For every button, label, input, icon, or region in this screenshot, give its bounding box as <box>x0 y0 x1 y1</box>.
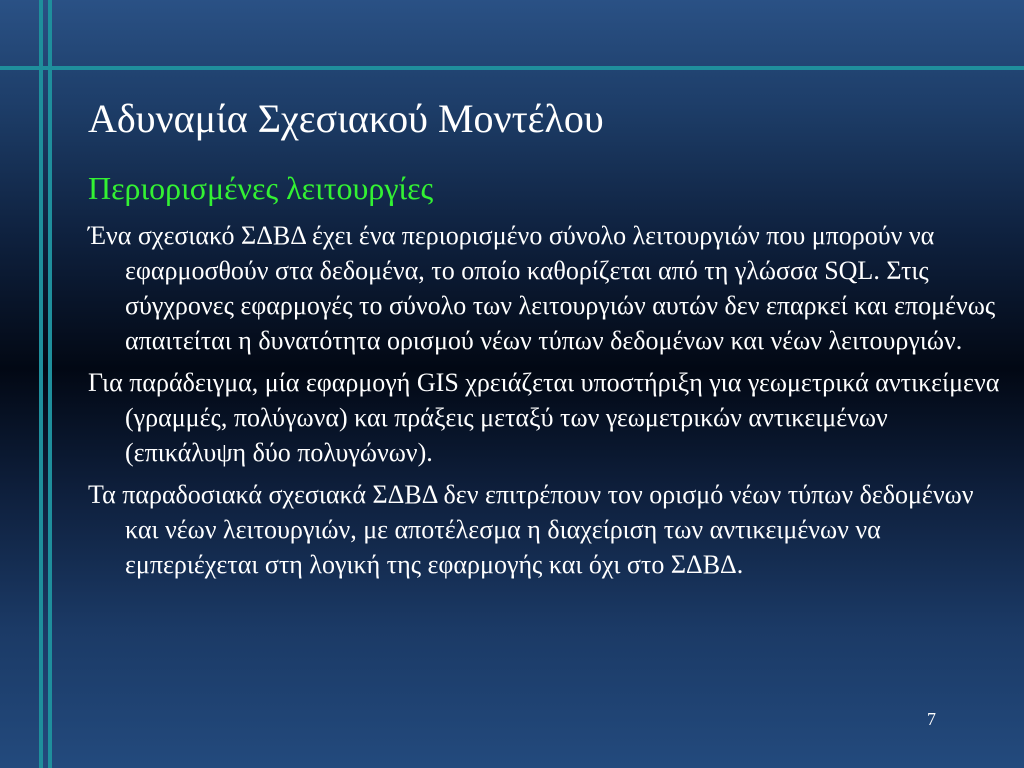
paragraph-gis-example: Για παράδειγμα, μία εφαρμογή GIS χρειάζεται υποστήριξη για γεωμετρικά αντικείμενα (γραμμές, πολύγωνα) και πράξεις μεταξύ των γεωμετρικών αντικειμένων (επικάλυψη δύο πολυγώνων). <box>88 368 1000 467</box>
slide-title: Αδυναμία Σχεσιακού Μοντέλου <box>88 96 604 141</box>
decorative-vertical-line-right <box>48 0 52 768</box>
decorative-vertical-line-left <box>39 0 43 768</box>
decorative-horizontal-line <box>0 66 1024 70</box>
paragraph-traditional-dbms: Τα παραδοσιακά σχεσιακά ΣΔΒΔ δεν επιτρέπουν τον ορισμό νέων τύπων δεδομένων και νέων λειτουργιών, με αποτέλεσμα η διαχείριση των αντικειμένων να εμπεριέχεται στη λογική της εφαρμογής και όχι στο ΣΔΒΔ. <box>88 480 974 579</box>
slide-body <box>88 218 1013 589</box>
paragraph-limited-operations: Ένα σχεσιακό ΣΔΒΔ έχει ένα περιορισμένο σύνολο λειτουργιών που μπορούν να εφαρμοσθούν στα δεδομένα, το οποίο καθορίζεται από τη γλώσσα SQL. Στις σύγχρονες εφαρμογές το σύνολο των λειτουργιών αυτών δεν επαρκεί και επομένως απαιτείται η δυνατότητα ορισμού νέων τύπων δεδομένων και νέων λειτουργιών. <box>88 221 996 355</box>
slide-subtitle: Περιορισμένες λειτουργίες <box>88 170 434 206</box>
page-number: 7 <box>927 709 936 729</box>
